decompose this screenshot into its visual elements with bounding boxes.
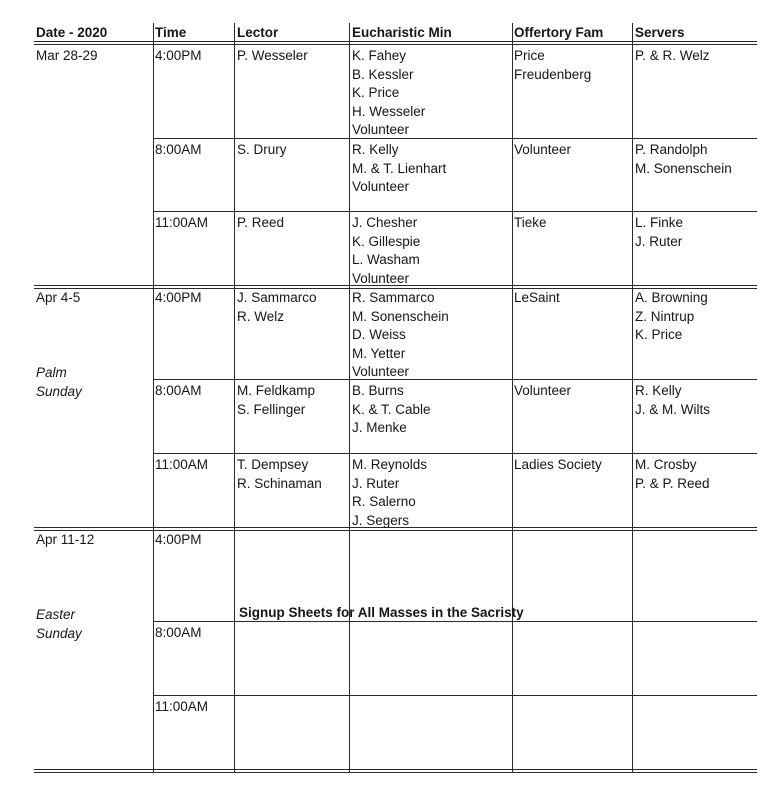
- lector-name: R. Welz: [237, 308, 285, 324]
- weekend-date: Apr 11-12: [36, 532, 95, 547]
- eucharistic-minister: K. Gillespie: [352, 233, 421, 249]
- column-divider: [632, 23, 633, 772]
- server-name: J. Ruter: [635, 233, 683, 249]
- lector-name: P. Reed: [237, 215, 285, 230]
- server-name: J. & M. Wilts: [635, 401, 710, 417]
- weekend-feast-note: Easter: [36, 607, 76, 622]
- eucharistic-minister: K. & T. Cable: [352, 401, 431, 417]
- server-name: A. Browning: [635, 290, 708, 305]
- mass-time: 8:00AM: [155, 625, 202, 640]
- server-name: R. Kelly: [635, 383, 682, 398]
- mass-time: 8:00AM: [155, 142, 202, 157]
- mass-row-divider: [153, 695, 757, 696]
- eucharistic-minister: M. & T. Lienhart: [352, 160, 447, 176]
- mass-time: 11:00AM: [155, 699, 209, 714]
- server-name: P. & R. Welz: [635, 48, 710, 63]
- mass-time: 8:00AM: [155, 383, 202, 398]
- column-divider: [512, 23, 513, 772]
- mass-time: 4:00PM: [155, 532, 202, 547]
- eucharistic-minister: Volunteer: [352, 270, 410, 286]
- eucharistic-minister: R. Kelly: [352, 142, 399, 157]
- offertory-family: Freudenberg: [514, 66, 592, 82]
- offertory-family: Volunteer: [514, 383, 572, 398]
- eucharistic-minister: M. Reynolds: [352, 457, 428, 472]
- eucharistic-minister: R. Salerno: [352, 494, 416, 510]
- server-name: M. Sonenschein: [635, 160, 732, 176]
- mass-time: 11:00AM: [155, 457, 209, 472]
- signup-banner: Signup Sheets for All Masses in the Sacristy: [239, 605, 524, 620]
- column-divider: [349, 23, 350, 772]
- eucharistic-minister: Volunteer: [352, 364, 410, 380]
- header-time: Time: [155, 25, 187, 40]
- eucharistic-minister: J. Menke: [352, 420, 407, 436]
- lector-name: P. Wesseler: [237, 48, 308, 63]
- header-servers: Servers: [635, 25, 685, 40]
- eucharistic-minister: Volunteer: [352, 179, 410, 195]
- lector-name: S. Fellinger: [237, 401, 306, 417]
- eucharistic-minister: M. Sonenschein: [352, 308, 449, 324]
- eucharistic-minister: L. Washam: [352, 252, 420, 268]
- offertory-family: LeSaint: [514, 290, 560, 305]
- header-rule: [34, 41, 757, 45]
- eucharistic-minister: J. Segers: [352, 512, 410, 528]
- server-name: K. Price: [635, 327, 683, 343]
- eucharistic-minister: Volunteer: [352, 122, 410, 138]
- column-divider: [153, 23, 154, 772]
- header-eucharistic-min: Eucharistic Min: [352, 25, 452, 40]
- mass-row-divider: [153, 211, 757, 212]
- header-offertory-fam: Offertory Fam: [514, 25, 604, 40]
- server-name: P. & P. Reed: [635, 475, 710, 491]
- eucharistic-minister: H. Wesseler: [352, 103, 426, 119]
- offertory-family: Ladies Society: [514, 457, 602, 472]
- eucharistic-minister: J. Ruter: [352, 475, 400, 491]
- weekend-feast-note: Palm: [36, 365, 67, 380]
- eucharistic-minister: D. Weiss: [352, 327, 406, 343]
- lector-name: J. Sammarco: [237, 290, 317, 305]
- weekend-feast-note: Sunday: [36, 383, 82, 399]
- eucharistic-minister: K. Price: [352, 85, 400, 101]
- eucharistic-minister: J. Chesher: [352, 215, 418, 230]
- weekend-date: Mar 28-29: [36, 48, 98, 63]
- mass-time: 4:00PM: [155, 48, 202, 63]
- eucharistic-minister: R. Sammarco: [352, 290, 435, 305]
- header-date: Date - 2020: [36, 25, 108, 40]
- eucharistic-minister: K. Fahey: [352, 48, 407, 63]
- mass-row-divider: [153, 379, 757, 380]
- mass-time: 4:00PM: [155, 290, 202, 305]
- eucharistic-minister: B. Kessler: [352, 66, 414, 82]
- weekend-date: Apr 4-5: [36, 290, 81, 305]
- server-name: L. Finke: [635, 215, 684, 230]
- weekend-feast-note: Sunday: [36, 625, 82, 641]
- header-lector: Lector: [237, 25, 279, 40]
- column-divider: [234, 23, 235, 772]
- mass-row-divider: [153, 453, 757, 454]
- server-name: M. Crosby: [635, 457, 697, 472]
- lector-name: T. Dempsey: [237, 457, 309, 472]
- server-name: Z. Nintrup: [635, 308, 695, 324]
- lector-name: S. Drury: [237, 142, 287, 157]
- lector-name: R. Schinaman: [237, 475, 322, 491]
- offertory-family: Tieke: [514, 215, 547, 230]
- server-name: P. Randolph: [635, 142, 708, 157]
- lector-name: M. Feldkamp: [237, 383, 316, 398]
- eucharistic-minister: M. Yetter: [352, 345, 406, 361]
- table-bottom-rule: [34, 769, 757, 773]
- offertory-family: Price: [514, 48, 545, 63]
- mass-time: 11:00AM: [155, 215, 209, 230]
- eucharistic-minister: B. Burns: [352, 383, 404, 398]
- offertory-family: Volunteer: [514, 142, 572, 157]
- mass-row-divider: [153, 138, 757, 139]
